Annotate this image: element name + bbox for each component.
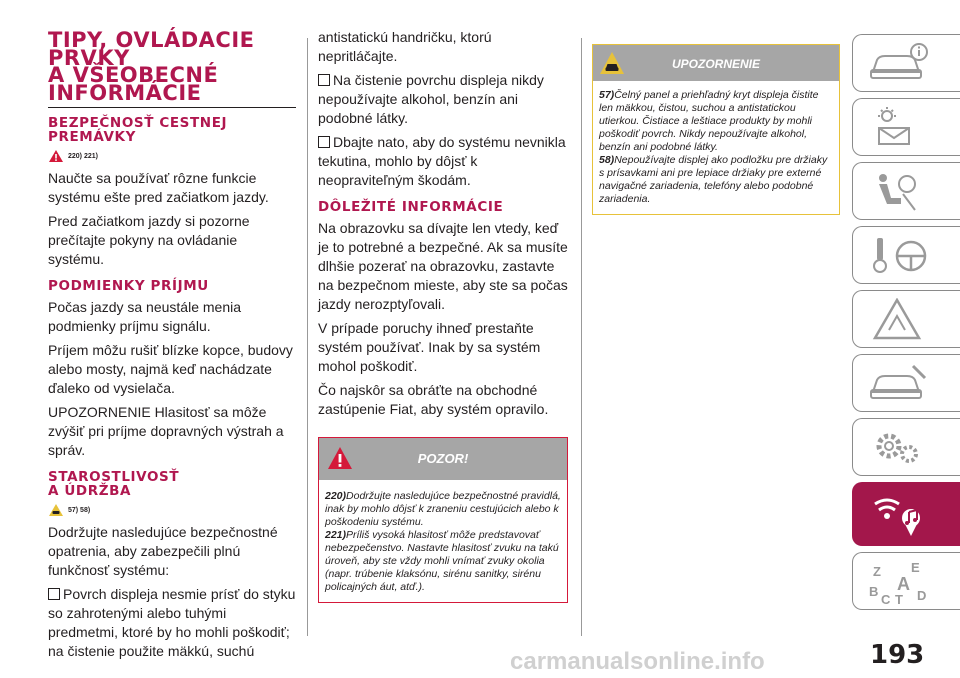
bullet-item: Dbajte nato, aby do systému nevnikla tekutina, mohlo by dôjsť k neopraviteľným škodám.	[318, 133, 568, 190]
paragraph: antistatickú handričku, ktorú nepritláčajte.	[318, 29, 492, 64]
paragraph: Príjem môžu rušiť blízke kopce, budovy alebo mosty, najmä keď nachádzate ďaleko od vysielača.	[48, 342, 293, 396]
paragraph: Naučte sa používať rôzne funkcie systému ešte pred začiatkom jazdy.	[48, 170, 269, 205]
warning-box-header	[319, 438, 567, 480]
paragraph: UPOZORNENIE Hlasitosť sa môže zvýšiť pri príjme dopravných výstrah a správ.	[48, 404, 284, 458]
warning-item: 221)Príliš vysoká hlasitosť môže predstavovať nebezpečenstvo. Nastavte hlasitosť zvuku na takú úroveň, aby ste vždy mohli vnímať zvuky okolia (napr. trúbenie klaksónu, sirénu sanitky, sirénu policajných áut, atď.).	[325, 529, 559, 593]
index-letter: A	[897, 574, 910, 594]
tab-key-steering[interactable]	[852, 226, 960, 284]
note-box-body	[593, 81, 839, 214]
note-box-title: UPOZORNENIE	[671, 57, 760, 71]
car-caution-icon	[48, 503, 64, 517]
note-item: 57)Čelný panel a priehľadný kryt displeja čistite len mäkkou, čistou, suchou a antistatickou utierkou. Čistiace a leštiace produkty by mohli poškodiť povrch. Nikdy nepoužívajte alkohol, benzín ani podobné látky.	[599, 89, 819, 153]
tab-seat-airbag[interactable]	[852, 162, 960, 220]
index-letter: D	[917, 588, 927, 603]
paragraph: Pred začiatkom jazdy si pozorne prečítajte pokyny na ovládanie systému.	[48, 213, 250, 267]
car-info-icon	[867, 42, 937, 84]
alphabet-index-icon	[867, 560, 937, 606]
tab-dashboard-lights[interactable]	[852, 98, 960, 156]
index-letter: B	[869, 584, 879, 599]
tab-warning-road[interactable]	[852, 290, 960, 348]
section-title-care: STAROSTLIVOSŤ A ÚDRŽBA	[48, 469, 180, 499]
caution-reference: 57) 58)	[48, 503, 296, 517]
tab-multimedia[interactable]	[852, 482, 960, 546]
section-title-important: DÔLEŽITÉ INFORMÁCIE	[318, 199, 504, 215]
section-title-reception: PODMIENKY PRÍJMU	[48, 278, 209, 294]
tab-car-service[interactable]	[852, 354, 960, 412]
title-rule	[48, 107, 296, 108]
bullet-item: Povrch displeja nesmie prísť do styku so zahrotenými alebo tuhými predmetmi, ktoré by ho mohli poškodiť; na čistenie použite mäkkú, suchú	[48, 586, 296, 659]
index-letter: Z	[873, 564, 881, 579]
warning-item: 220)Dodržujte nasledujúce bezpečnostné pravidlá, inak by mohlo dôjsť k zraneniu cestujúcich alebo k poškodeniu systému.	[325, 490, 561, 528]
car-service-icon	[867, 362, 937, 404]
warning-triangle-icon	[48, 149, 64, 163]
index-letter: T	[895, 592, 903, 606]
paragraph: Počas jazdy sa neustále menia podmienky príjmu signálu.	[48, 299, 241, 334]
tab-car-info[interactable]	[852, 34, 960, 92]
dashboard-lights-icon	[867, 106, 937, 148]
column-3	[592, 44, 840, 215]
paragraph: Na obrazovku sa dívajte len vtedy, keď je to potrebné a bezpečné. Ak sa musíte dlhšie pozerať na obrazovku, zastavte na bezpečnom mieste, aby ste sa počas jazdy nerozptyľovali.	[318, 220, 568, 312]
warning-box-body	[319, 480, 567, 602]
column-1	[48, 28, 296, 666]
tab-alphabet-index[interactable]	[852, 552, 960, 610]
index-letter: E	[911, 560, 920, 575]
multimedia-icon	[867, 490, 937, 540]
warning-road-icon	[867, 298, 937, 340]
warning-box	[318, 437, 568, 603]
column-divider	[581, 38, 582, 636]
note-box	[592, 44, 840, 215]
watermark: carmanualsonline.info	[510, 648, 765, 675]
chapter-tabs	[852, 34, 960, 616]
key-steering-icon	[867, 234, 937, 276]
bullet-item: Na čistenie povrchu displeja nikdy nepoužívajte alkohol, benzín ani podobné látky.	[318, 71, 568, 128]
tab-gears[interactable]	[852, 418, 960, 476]
paragraph: V prípade poruchy ihneď prestaňte systém používať. Inak by sa systém mohol poškodiť.	[318, 320, 541, 374]
gears-icon	[867, 426, 937, 468]
paragraph: Čo najskôr sa obráťte na obchodné zastúpenie Fiat, aby systém opravilo.	[318, 382, 549, 417]
note-box-header	[593, 45, 839, 81]
index-letter: C	[881, 592, 891, 606]
warning-reference: 220) 221)	[48, 149, 296, 163]
note-item: 58)Nepoužívajte displej ako podložku pre držiaky s prísavkami ani pre lepiace držiaky pre externé navigačné zariadenia, telefóny alebo podobné zariadenia.	[599, 154, 828, 205]
column-divider	[307, 38, 308, 636]
column-2	[318, 28, 568, 603]
warning-box-title: POZOR!	[417, 451, 469, 466]
paragraph: Dodržujte nasledujúce bezpečnostné opatrenia, aby zabezpečili plnú funkčnosť systému:	[48, 524, 278, 578]
seat-airbag-icon	[867, 170, 937, 212]
chapter-title: TIPY, OVLÁDACIE PRVKY A VŠEOBECNÉ INFORMÁCIE	[48, 28, 255, 105]
page-number: 193	[870, 640, 925, 670]
section-title-safety: BEZPEČNOSŤ CESTNEJ PREMÁVKY	[48, 115, 228, 145]
